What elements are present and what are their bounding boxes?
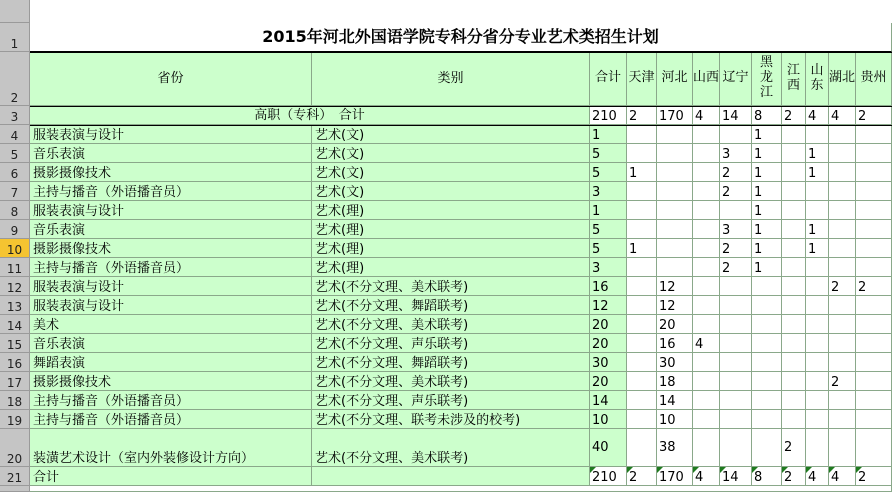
category-cell[interactable]: 艺术(文) xyxy=(312,182,590,201)
value-cell[interactable] xyxy=(806,277,829,296)
value-cell[interactable] xyxy=(720,296,752,315)
value-cell[interactable] xyxy=(806,334,829,353)
value-cell[interactable]: 16 xyxy=(590,277,627,296)
value-cell[interactable]: 2 xyxy=(720,258,752,277)
summary-label[interactable]: 高职（专科） 合计 xyxy=(30,106,590,125)
row-header[interactable]: 19 xyxy=(0,410,30,429)
column-header-shandong[interactable]: 山东 xyxy=(806,52,829,106)
category-cell[interactable]: 艺术(理) xyxy=(312,220,590,239)
value-cell[interactable]: 3 xyxy=(590,182,627,201)
value-cell[interactable]: 1 xyxy=(806,144,829,163)
value-cell[interactable] xyxy=(720,391,752,410)
value-cell[interactable] xyxy=(782,201,806,220)
column-header-total[interactable]: 合计 xyxy=(590,52,627,106)
value-cell[interactable] xyxy=(720,201,752,220)
value-cell[interactable] xyxy=(720,125,752,144)
row-header[interactable]: 21 xyxy=(0,467,30,486)
value-cell[interactable] xyxy=(782,258,806,277)
summary-value[interactable]: 2 xyxy=(782,106,806,125)
value-cell[interactable] xyxy=(806,410,829,429)
value-cell[interactable] xyxy=(627,144,657,163)
province-cell[interactable]: 摄影摄像技术 xyxy=(30,372,312,391)
value-cell[interactable] xyxy=(693,296,720,315)
value-cell[interactable]: 1 xyxy=(752,144,782,163)
row-header[interactable]: 11 xyxy=(0,258,30,277)
column-header-guizhou[interactable]: 贵州 xyxy=(856,52,892,106)
summary-value[interactable]: 2 xyxy=(856,106,892,125)
summary-value[interactable]: 4 xyxy=(829,106,856,125)
value-cell[interactable]: 12 xyxy=(657,277,693,296)
value-cell[interactable] xyxy=(829,429,856,467)
category-cell[interactable]: 艺术(理) xyxy=(312,258,590,277)
value-cell[interactable] xyxy=(829,315,856,334)
total-value[interactable]: 14 xyxy=(720,467,752,486)
value-cell[interactable] xyxy=(782,220,806,239)
page-title[interactable]: 2015年河北外国语学院专科分省分专业艺术类招生计划 xyxy=(30,23,892,52)
value-cell[interactable] xyxy=(627,334,657,353)
value-cell[interactable]: 3 xyxy=(720,144,752,163)
border-line xyxy=(30,52,892,53)
value-cell[interactable]: 20 xyxy=(657,315,693,334)
value-cell[interactable]: 2 xyxy=(829,372,856,391)
category-cell[interactable]: 艺术(文) xyxy=(312,144,590,163)
value-cell[interactable] xyxy=(693,277,720,296)
value-cell[interactable] xyxy=(829,410,856,429)
province-cell[interactable]: 主持与播音（外语播音员） xyxy=(30,182,312,201)
province-cell[interactable]: 摄影摄像技术 xyxy=(30,239,312,258)
value-cell[interactable]: 16 xyxy=(657,334,693,353)
value-cell[interactable] xyxy=(856,315,892,334)
value-cell[interactable] xyxy=(693,220,720,239)
value-cell[interactable] xyxy=(856,182,892,201)
value-cell[interactable]: 1 xyxy=(752,239,782,258)
row-header[interactable]: 1 xyxy=(0,23,30,52)
value-cell[interactable] xyxy=(782,315,806,334)
value-cell[interactable]: 5 xyxy=(590,163,627,182)
value-cell[interactable] xyxy=(829,144,856,163)
value-cell[interactable] xyxy=(856,372,892,391)
value-cell[interactable] xyxy=(693,163,720,182)
province-cell[interactable]: 音乐表演 xyxy=(30,220,312,239)
value-cell[interactable]: 2 xyxy=(720,163,752,182)
value-cell[interactable]: 14 xyxy=(590,391,627,410)
value-cell[interactable] xyxy=(806,201,829,220)
value-cell[interactable]: 4 xyxy=(693,334,720,353)
value-cell[interactable] xyxy=(752,410,782,429)
value-cell[interactable] xyxy=(693,125,720,144)
category-cell[interactable]: 艺术(不分文理、美术联考) xyxy=(312,315,590,334)
value-cell[interactable]: 1 xyxy=(752,163,782,182)
province-cell[interactable]: 服装表演与设计 xyxy=(30,296,312,315)
row-header[interactable]: 3 xyxy=(0,106,30,125)
summary-value[interactable]: 4 xyxy=(806,106,829,125)
category-cell[interactable]: 艺术(不分文理、声乐联考) xyxy=(312,391,590,410)
value-cell[interactable]: 20 xyxy=(590,334,627,353)
province-cell[interactable]: 主持与播音（外语播音员） xyxy=(30,391,312,410)
value-cell[interactable] xyxy=(657,258,693,277)
value-cell[interactable] xyxy=(856,163,892,182)
value-cell[interactable] xyxy=(627,353,657,372)
value-cell[interactable] xyxy=(806,391,829,410)
value-cell[interactable] xyxy=(752,277,782,296)
value-cell[interactable] xyxy=(693,391,720,410)
value-cell[interactable] xyxy=(782,144,806,163)
column-header-liaoning[interactable]: 辽宁 xyxy=(720,52,752,106)
value-cell[interactable]: 3 xyxy=(590,258,627,277)
value-cell[interactable] xyxy=(806,315,829,334)
value-cell[interactable]: 1 xyxy=(806,163,829,182)
value-cell[interactable] xyxy=(856,391,892,410)
value-cell[interactable] xyxy=(856,201,892,220)
value-cell[interactable] xyxy=(752,334,782,353)
province-cell[interactable]: 服装表演与设计 xyxy=(30,277,312,296)
value-cell[interactable]: 1 xyxy=(806,220,829,239)
row-header[interactable]: 4 xyxy=(0,125,30,144)
value-cell[interactable] xyxy=(693,410,720,429)
value-cell[interactable] xyxy=(752,391,782,410)
total-category-cell[interactable] xyxy=(312,467,590,486)
border-line xyxy=(30,125,892,126)
total-value[interactable]: 4 xyxy=(829,467,856,486)
value-cell[interactable]: 30 xyxy=(657,353,693,372)
value-cell[interactable]: 20 xyxy=(590,315,627,334)
value-cell[interactable] xyxy=(829,182,856,201)
summary-value[interactable]: 210 xyxy=(590,106,627,125)
value-cell[interactable] xyxy=(693,144,720,163)
row-header[interactable]: 16 xyxy=(0,353,30,372)
value-cell[interactable] xyxy=(829,391,856,410)
category-cell[interactable]: 艺术(不分文理、舞蹈联考) xyxy=(312,296,590,315)
value-cell[interactable]: 10 xyxy=(590,410,627,429)
value-cell[interactable] xyxy=(856,410,892,429)
row-header[interactable]: 7 xyxy=(0,182,30,201)
row-header[interactable]: 10 xyxy=(0,239,30,258)
value-cell[interactable]: 2 xyxy=(720,182,752,201)
value-cell[interactable] xyxy=(782,353,806,372)
value-cell[interactable] xyxy=(657,144,693,163)
value-cell[interactable] xyxy=(829,220,856,239)
row-header[interactable]: 14 xyxy=(0,315,30,334)
value-cell[interactable] xyxy=(782,182,806,201)
category-cell[interactable]: 艺术(不分文理、美术联考) xyxy=(312,372,590,391)
category-cell[interactable]: 艺术(理) xyxy=(312,239,590,258)
value-cell[interactable] xyxy=(627,201,657,220)
value-cell[interactable] xyxy=(782,125,806,144)
value-cell[interactable] xyxy=(627,220,657,239)
value-cell[interactable] xyxy=(856,258,892,277)
value-cell[interactable] xyxy=(720,334,752,353)
category-cell[interactable]: 艺术(文) xyxy=(312,163,590,182)
value-cell[interactable] xyxy=(627,410,657,429)
value-cell[interactable] xyxy=(856,353,892,372)
province-cell[interactable]: 服装表演与设计 xyxy=(30,201,312,220)
value-cell[interactable] xyxy=(856,239,892,258)
value-cell[interactable] xyxy=(693,239,720,258)
total-value[interactable]: 170 xyxy=(657,467,693,486)
column-header-province[interactable]: 省份 xyxy=(30,52,312,106)
value-cell[interactable]: 5 xyxy=(590,239,627,258)
row-header[interactable]: 2 xyxy=(0,52,30,106)
province-cell[interactable]: 服装表演与设计 xyxy=(30,125,312,144)
value-cell[interactable] xyxy=(782,391,806,410)
value-cell[interactable] xyxy=(657,220,693,239)
empty-row[interactable] xyxy=(30,486,892,492)
value-cell[interactable] xyxy=(752,353,782,372)
value-cell[interactable] xyxy=(829,353,856,372)
row-header[interactable]: 9 xyxy=(0,220,30,239)
total-value[interactable]: 8 xyxy=(752,467,782,486)
province-cell[interactable]: 音乐表演 xyxy=(30,144,312,163)
value-cell[interactable] xyxy=(720,353,752,372)
total-label[interactable]: 合计 xyxy=(30,467,312,486)
summary-value[interactable]: 8 xyxy=(752,106,782,125)
value-cell[interactable] xyxy=(829,296,856,315)
value-cell[interactable] xyxy=(627,125,657,144)
value-cell[interactable]: 1 xyxy=(752,125,782,144)
value-cell[interactable] xyxy=(657,201,693,220)
value-cell[interactable] xyxy=(829,163,856,182)
value-cell[interactable]: 30 xyxy=(590,353,627,372)
value-cell[interactable] xyxy=(693,353,720,372)
value-cell[interactable] xyxy=(657,163,693,182)
summary-value[interactable]: 4 xyxy=(693,106,720,125)
column-header-hebei[interactable]: 河北 xyxy=(657,52,693,106)
value-cell[interactable] xyxy=(720,372,752,391)
value-cell[interactable] xyxy=(806,296,829,315)
value-cell[interactable] xyxy=(806,258,829,277)
value-cell[interactable] xyxy=(752,429,782,467)
value-cell[interactable]: 5 xyxy=(590,220,627,239)
value-cell[interactable] xyxy=(806,353,829,372)
value-cell[interactable] xyxy=(627,372,657,391)
row-header[interactable]: 6 xyxy=(0,163,30,182)
value-cell[interactable] xyxy=(829,125,856,144)
value-cell[interactable] xyxy=(782,372,806,391)
corner-header[interactable] xyxy=(0,0,30,23)
value-cell[interactable] xyxy=(693,182,720,201)
border-line xyxy=(30,106,892,107)
value-cell[interactable]: 1 xyxy=(752,201,782,220)
column-header-category[interactable]: 类别 xyxy=(312,52,590,106)
province-cell[interactable]: 美术 xyxy=(30,315,312,334)
value-cell[interactable] xyxy=(782,163,806,182)
value-cell[interactable] xyxy=(806,125,829,144)
province-cell[interactable]: 音乐表演 xyxy=(30,334,312,353)
value-cell[interactable]: 3 xyxy=(720,220,752,239)
value-cell[interactable] xyxy=(627,182,657,201)
row-header[interactable]: 5 xyxy=(0,144,30,163)
value-cell[interactable]: 1 xyxy=(590,201,627,220)
value-cell[interactable]: 20 xyxy=(590,372,627,391)
value-cell[interactable]: 1 xyxy=(627,163,657,182)
value-cell[interactable] xyxy=(856,334,892,353)
value-cell[interactable]: 40 xyxy=(590,429,627,467)
value-cell[interactable] xyxy=(806,182,829,201)
column-header-tianjin[interactable]: 天津 xyxy=(627,52,657,106)
value-cell[interactable]: 1 xyxy=(752,258,782,277)
value-cell[interactable]: 12 xyxy=(590,296,627,315)
total-value[interactable]: 4 xyxy=(806,467,829,486)
category-cell[interactable]: 艺术(不分文理、美术联考) xyxy=(312,277,590,296)
value-cell[interactable] xyxy=(693,372,720,391)
value-cell[interactable]: 1 xyxy=(590,125,627,144)
column-header-heilongjiang[interactable]: 黑龙江 xyxy=(752,52,782,106)
value-cell[interactable]: 14 xyxy=(657,391,693,410)
value-cell[interactable] xyxy=(693,258,720,277)
total-value[interactable]: 210 xyxy=(590,467,627,486)
value-cell[interactable] xyxy=(782,277,806,296)
summary-value[interactable]: 2 xyxy=(627,106,657,125)
value-cell[interactable] xyxy=(657,182,693,201)
value-cell[interactable] xyxy=(627,296,657,315)
province-cell[interactable]: 舞蹈表演 xyxy=(30,353,312,372)
value-cell[interactable] xyxy=(856,125,892,144)
value-cell[interactable] xyxy=(806,429,829,467)
summary-value[interactable]: 14 xyxy=(720,106,752,125)
row-header[interactable]: 13 xyxy=(0,296,30,315)
value-cell[interactable]: 1 xyxy=(806,239,829,258)
row-header[interactable]: 20 xyxy=(0,429,30,467)
value-cell[interactable] xyxy=(657,239,693,258)
value-cell[interactable] xyxy=(829,334,856,353)
value-cell[interactable]: 2 xyxy=(782,429,806,467)
value-cell[interactable]: 10 xyxy=(657,410,693,429)
value-cell[interactable]: 1 xyxy=(752,182,782,201)
value-cell[interactable] xyxy=(806,372,829,391)
column-header-hubei[interactable]: 湖北 xyxy=(829,52,856,106)
value-cell[interactable] xyxy=(627,315,657,334)
value-cell[interactable] xyxy=(782,334,806,353)
column-header-shanxi[interactable]: 山西 xyxy=(693,52,720,106)
value-cell[interactable] xyxy=(782,410,806,429)
value-cell[interactable] xyxy=(720,410,752,429)
value-cell[interactable] xyxy=(856,144,892,163)
value-cell[interactable] xyxy=(752,372,782,391)
value-cell[interactable] xyxy=(856,429,892,467)
value-cell[interactable] xyxy=(782,296,806,315)
category-cell[interactable]: 艺术(不分文理、舞蹈联考) xyxy=(312,353,590,372)
column-header-jiangxi[interactable]: 江西 xyxy=(782,52,806,106)
total-value[interactable]: 2 xyxy=(856,467,892,486)
value-cell[interactable] xyxy=(720,315,752,334)
value-cell[interactable]: 2 xyxy=(829,277,856,296)
row-header[interactable]: 8 xyxy=(0,201,30,220)
total-value[interactable]: 4 xyxy=(693,467,720,486)
row-header[interactable]: 18 xyxy=(0,391,30,410)
value-cell[interactable] xyxy=(627,391,657,410)
value-cell[interactable] xyxy=(627,258,657,277)
category-cell[interactable]: 艺术(不分文理、美术联考) xyxy=(312,429,590,467)
value-cell[interactable] xyxy=(829,239,856,258)
value-cell[interactable] xyxy=(856,296,892,315)
category-cell[interactable]: 艺术(文) xyxy=(312,125,590,144)
value-cell[interactable]: 2 xyxy=(720,239,752,258)
category-cell[interactable]: 艺术(不分文理、声乐联考) xyxy=(312,334,590,353)
row-header[interactable]: 15 xyxy=(0,334,30,353)
value-cell[interactable] xyxy=(829,258,856,277)
province-cell[interactable]: 主持与播音（外语播音员） xyxy=(30,258,312,277)
value-cell[interactable] xyxy=(657,125,693,144)
summary-value[interactable]: 170 xyxy=(657,106,693,125)
row-header[interactable]: 17 xyxy=(0,372,30,391)
row-header-partial[interactable] xyxy=(0,486,30,492)
value-cell[interactable]: 5 xyxy=(590,144,627,163)
value-cell[interactable] xyxy=(720,429,752,467)
value-cell[interactable] xyxy=(720,277,752,296)
value-cell[interactable] xyxy=(693,201,720,220)
value-cell[interactable]: 38 xyxy=(657,429,693,467)
province-cell[interactable]: 主持与播音（外语播音员） xyxy=(30,410,312,429)
value-cell[interactable] xyxy=(752,315,782,334)
value-cell[interactable]: 1 xyxy=(627,239,657,258)
value-cell[interactable] xyxy=(693,429,720,467)
category-cell[interactable]: 艺术(不分文理、联考未涉及的校考) xyxy=(312,410,590,429)
value-cell[interactable]: 1 xyxy=(752,220,782,239)
total-value[interactable]: 2 xyxy=(627,467,657,486)
total-value[interactable]: 2 xyxy=(782,467,806,486)
value-cell[interactable] xyxy=(627,277,657,296)
category-cell[interactable]: 艺术(理) xyxy=(312,201,590,220)
value-cell[interactable] xyxy=(782,239,806,258)
value-cell[interactable]: 18 xyxy=(657,372,693,391)
value-cell[interactable] xyxy=(856,220,892,239)
province-cell[interactable]: 装潢艺术设计（室内外装修设计方向） xyxy=(30,429,312,467)
value-cell[interactable]: 2 xyxy=(856,277,892,296)
province-cell[interactable]: 摄影摄像技术 xyxy=(30,163,312,182)
value-cell[interactable] xyxy=(752,296,782,315)
row-header[interactable]: 12 xyxy=(0,277,30,296)
value-cell[interactable] xyxy=(627,429,657,467)
value-cell[interactable] xyxy=(829,201,856,220)
value-cell[interactable] xyxy=(693,315,720,334)
value-cell[interactable]: 12 xyxy=(657,296,693,315)
